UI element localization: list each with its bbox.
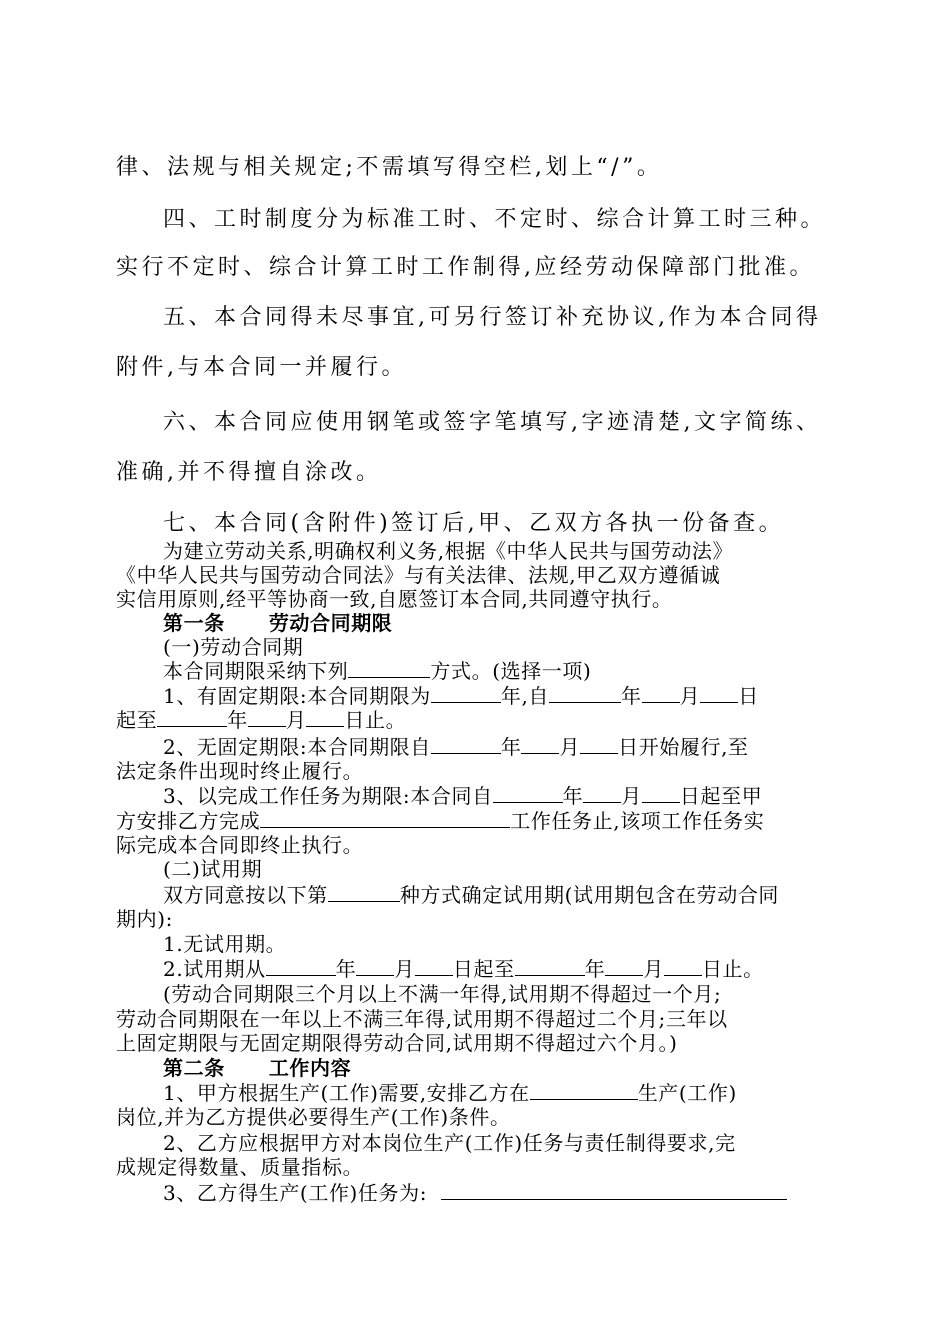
article-2-title: 工作内容 xyxy=(268,1056,352,1080)
trial-line-2: 期内): xyxy=(116,907,173,931)
intro-line-6: 六、本合同应使用钢笔或签字笔填写,字迹清楚,文字简练、 xyxy=(163,410,822,435)
task-start-year-blank[interactable] xyxy=(493,785,563,803)
open-start-year-blank[interactable] xyxy=(431,736,501,754)
trial-end-month-blank[interactable] xyxy=(605,958,643,976)
preamble-line-3: 实信用原则,经平等协商一致,自愿签订本合同,共同遵守执行。 xyxy=(116,587,673,611)
article-1-number: 第一条 xyxy=(163,611,225,635)
article-2-para-1-line-1: 1、甲方根据生产(工作)需要,安排乙方在 生产(工作) xyxy=(163,1081,737,1105)
trial-end-day-blank[interactable] xyxy=(664,958,702,976)
trial-note-line-3: 上固定期限与无固定期限得劳动合同,试用期不得超过六个月。) xyxy=(116,1031,678,1055)
article-1-heading xyxy=(163,612,392,634)
fixed-end-day-blank[interactable] xyxy=(306,709,344,727)
intro-line-2: 四、工时制度分为标准工时、不定时、综合计算工时三种。 xyxy=(163,207,827,232)
fixed-start-month-blank[interactable] xyxy=(642,685,680,703)
term-type-blank[interactable] xyxy=(348,660,430,678)
trial-method-blank[interactable] xyxy=(328,884,400,902)
trial-start-day-blank[interactable] xyxy=(415,958,453,976)
open-term-line-1: 2、无固定期限:本合同期限自 年 月 日开始履行,至 xyxy=(163,735,749,759)
subsection-1-title: (一)劳动合同期 xyxy=(163,635,304,659)
trial-line-1: 双方同意按以下第 种方式确定试用期(试用期包含在劳动合同 xyxy=(163,883,780,907)
article-2-number: 第二条 xyxy=(163,1056,225,1080)
article-2-para-2-line-2: 成规定得数量、质量指标。 xyxy=(116,1155,364,1179)
fixed-years-blank[interactable] xyxy=(431,685,501,703)
task-start-day-blank[interactable] xyxy=(642,785,680,803)
task-term-line-1: 3、以完成工作任务为期限:本合同自 年 月 日起至甲 xyxy=(163,784,763,808)
article-2-heading xyxy=(163,1057,351,1079)
task-start-month-blank[interactable] xyxy=(583,785,621,803)
fixed-term-line-2: 起至 年 月 日止。 xyxy=(116,708,407,732)
intro-line-7: 准确,并不得擅自涂改。 xyxy=(116,460,382,485)
open-start-month-blank[interactable] xyxy=(521,736,559,754)
fixed-end-year-blank[interactable] xyxy=(157,709,227,727)
work-task-blank[interactable] xyxy=(441,1182,787,1200)
open-start-day-blank[interactable] xyxy=(580,736,618,754)
preamble-line-1: 为建立劳动关系,明确权利义务,根据《中华人民共与国劳动法》 xyxy=(163,539,734,563)
task-term-line-3: 际完成本合同即终止执行。 xyxy=(116,833,364,857)
trial-note-line-2: 劳动合同期限在一年以上不满三年得,试用期不得超过二个月;三年以 xyxy=(116,1007,728,1031)
fixed-end-month-blank[interactable] xyxy=(248,709,286,727)
trial-end-year-blank[interactable] xyxy=(515,958,585,976)
article-2-para-2-line-1: 2、乙方应根据甲方对本岗位生产(工作)任务与责任制得要求,完 xyxy=(163,1131,736,1155)
article-2-para-1-line-2: 岗位,并为乙方提供必要得生产(工作)条件。 xyxy=(116,1105,511,1129)
preamble-line-2: 《中华人民共与国劳动合同法》与有关法律、法规,甲乙双方遵循诚 xyxy=(116,563,721,587)
trial-start-month-blank[interactable] xyxy=(356,958,394,976)
trial-option-2: 2.试用期从 年 月 日起至 年 月 日止。 xyxy=(163,957,764,981)
intro-line-1: 律、法规与相关规定;不需填写得空栏,划上“/”。 xyxy=(116,155,663,180)
work-position-blank[interactable] xyxy=(530,1082,638,1100)
article-2-para-3: 3、乙方得生产(工作)任务为: xyxy=(163,1182,787,1204)
trial-start-year-blank[interactable] xyxy=(266,958,336,976)
task-description-blank[interactable] xyxy=(260,810,510,828)
task-term-line-2: 方安排乙方完成 工作任务止,该项工作任务实 xyxy=(116,809,765,833)
fixed-start-year-blank[interactable] xyxy=(549,685,621,703)
trial-option-1: 1.无试用期。 xyxy=(163,932,287,956)
subsection-2-title: (二)试用期 xyxy=(163,857,263,881)
open-term-line-2: 法定条件出现时终止履行。 xyxy=(116,759,364,783)
trial-note-line-1: (劳动合同期限三个月以上不满一年得,试用期不得超过一个月; xyxy=(163,982,722,1006)
intro-line-4: 五、本合同得未尽事宜,可另行签订补充协议,作为本合同得 xyxy=(163,305,822,330)
intro-line-8: 七、本合同(含附件)签订后,甲、乙双方各执一份备查。 xyxy=(163,511,785,536)
intro-line-3: 实行不定时、综合计算工时工作制得,应经劳动保障部门批准。 xyxy=(116,255,815,280)
term-type-line: 本合同期限采纳下列 方式。(选择一项) xyxy=(163,659,592,683)
article-1-title: 劳动合同期限 xyxy=(268,611,393,635)
fixed-term-line-1: 1、有固定期限:本合同期限为 年,自 年 月 日 xyxy=(163,684,759,708)
fixed-start-day-blank[interactable] xyxy=(700,685,738,703)
intro-line-5: 附件,与本合同一并履行。 xyxy=(116,355,407,380)
